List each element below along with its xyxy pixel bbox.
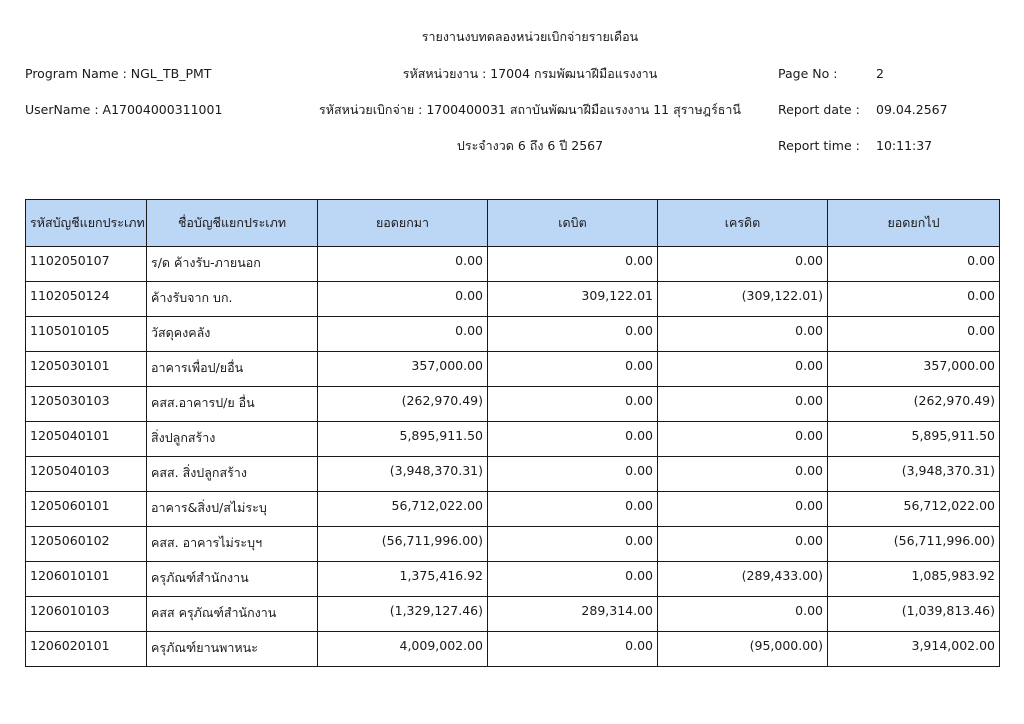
period-line: ประจำงวด 6 ถึง 6 ปี 2567 [456,138,604,153]
opening-balance-cell: 1,375,416.92 [318,562,488,597]
page-no-label: Page No : [778,66,838,81]
report-title: รายงานงบทดลองหน่วยเบิกจ่ายรายเดือน [421,29,639,44]
debit-cell: 0.00 [488,457,658,492]
credit-cell: 0.00 [658,527,828,562]
debit-cell: 0.00 [488,317,658,352]
credit-cell: (309,122.01) [658,282,828,317]
debit-cell: 0.00 [488,387,658,422]
table-row [26,457,1000,492]
agency-line: รหัสหน่วยงาน : 17004 กรมพัฒนาฝีมือแรงงาน [402,66,658,81]
debit-cell: 289,314.00 [488,597,658,632]
closing-balance-cell: 1,085,983.92 [828,562,1000,597]
opening-balance-cell: (262,970.49) [318,387,488,422]
col-header-debit: เดบิต [488,200,658,247]
program-name: Program Name : NGL_TB_PMT [25,66,212,81]
closing-balance-cell: 5,895,911.50 [828,422,1000,457]
debit-cell: 309,122.01 [488,282,658,317]
debit-cell: 0.00 [488,632,658,667]
closing-balance-cell: (56,711,996.00) [828,527,1000,562]
account-code-cell: 1206010101 [26,562,147,597]
trial-balance-table [25,199,1000,667]
account-code-cell: 1105010105 [26,317,147,352]
closing-balance-cell: 0.00 [828,247,1000,282]
account-code-cell: 1205030101 [26,352,147,387]
opening-balance-cell: (56,711,996.00) [318,527,488,562]
report-date-label: Report date : [778,102,860,117]
credit-cell: 0.00 [658,247,828,282]
credit-cell: 0.00 [658,492,828,527]
account-name-cell: วัสดุคงคลัง [147,317,318,352]
account-code-cell: 1205040101 [26,422,147,457]
report-date-value: 09.04.2567 [876,102,948,117]
account-name-cell: ครุภัณฑ์ยานพาหนะ [147,632,318,667]
opening-balance-cell: 4,009,002.00 [318,632,488,667]
table-body [26,247,1000,667]
credit-cell: 0.00 [658,317,828,352]
opening-balance-cell: 0.00 [318,317,488,352]
account-code-cell: 1102050107 [26,247,147,282]
table-row [26,597,1000,632]
account-code-cell: 1205040103 [26,457,147,492]
closing-balance-cell: 357,000.00 [828,352,1000,387]
credit-cell: 0.00 [658,457,828,492]
table-row [26,317,1000,352]
opening-balance-cell: 0.00 [318,282,488,317]
account-name-cell: คสส.อาคารป/ย อื่น [147,387,318,422]
debit-cell: 0.00 [488,492,658,527]
credit-cell: 0.00 [658,352,828,387]
account-code-cell: 1206010103 [26,597,147,632]
account-code-cell: 1205060102 [26,527,147,562]
account-code-cell: 1205030103 [26,387,147,422]
report-time-value: 10:11:37 [876,138,933,153]
account-name-cell: อาคาร&สิ่งป/สไม่ระบุ [147,492,318,527]
col-header-closing-balance: ยอดยกไป [828,200,1000,247]
table-row [26,387,1000,422]
col-header-account-name: ชื่อบัญชีแยกประเภท [147,200,318,247]
table-row [26,562,1000,597]
table-row [26,247,1000,282]
closing-balance-cell: 3,914,002.00 [828,632,1000,667]
table-row [26,282,1000,317]
debit-cell: 0.00 [488,247,658,282]
account-name-cell: คสส. อาคารไม่ระบุฯ [147,527,318,562]
debit-cell: 0.00 [488,527,658,562]
col-header-opening-balance: ยอดยกมา [318,200,488,247]
credit-cell: 0.00 [658,387,828,422]
account-name-cell: คสส. สิ่งปลูกสร้าง [147,457,318,492]
account-name-cell: ค้างรับจาก บก. [147,282,318,317]
account-name-cell: อาคารเพื่อป/ยอื่น [147,352,318,387]
debit-cell: 0.00 [488,562,658,597]
account-name-cell: คสส ครุภัณฑ์สำนักงาน [147,597,318,632]
closing-balance-cell: 0.00 [828,282,1000,317]
col-header-credit: เครดิต [658,200,828,247]
account-code-cell: 1102050124 [26,282,147,317]
opening-balance-cell: 357,000.00 [318,352,488,387]
opening-balance-cell: 0.00 [318,247,488,282]
account-code-cell: 1205060101 [26,492,147,527]
credit-cell: (95,000.00) [658,632,828,667]
closing-balance-cell: (3,948,370.31) [828,457,1000,492]
table-row [26,632,1000,667]
report-time-label: Report time : [778,138,860,153]
debit-cell: 0.00 [488,422,658,457]
closing-balance-cell: (1,039,813.46) [828,597,1000,632]
table-row [26,422,1000,457]
credit-cell: 0.00 [658,422,828,457]
opening-balance-cell: (1,329,127.46) [318,597,488,632]
opening-balance-cell: (3,948,370.31) [318,457,488,492]
opening-balance-cell: 5,895,911.50 [318,422,488,457]
account-code-cell: 1206020101 [26,632,147,667]
account-name-cell: ร/ด ค้างรับ-ภายนอก [147,247,318,282]
page-no-value: 2 [876,66,884,81]
disbursement-unit-line: รหัสหน่วยเบิกจ่าย : 1700400031 สถาบันพัฒนาฝีมือแรงงาน 11 สุราษฎร์ธานี [319,102,741,117]
closing-balance-cell: (262,970.49) [828,387,1000,422]
table-row [26,527,1000,562]
table-row [26,492,1000,527]
credit-cell: 0.00 [658,597,828,632]
username: UserName : A17004000311001 [25,102,223,117]
table-header-row [26,200,1000,247]
table-row [26,352,1000,387]
closing-balance-cell: 56,712,022.00 [828,492,1000,527]
credit-cell: (289,433.00) [658,562,828,597]
account-name-cell: ครุภัณฑ์สำนักงาน [147,562,318,597]
col-header-account-code: รหัสบัญชีแยกประเภท [26,200,147,247]
debit-cell: 0.00 [488,352,658,387]
closing-balance-cell: 0.00 [828,317,1000,352]
opening-balance-cell: 56,712,022.00 [318,492,488,527]
account-name-cell: สิ่งปลูกสร้าง [147,422,318,457]
